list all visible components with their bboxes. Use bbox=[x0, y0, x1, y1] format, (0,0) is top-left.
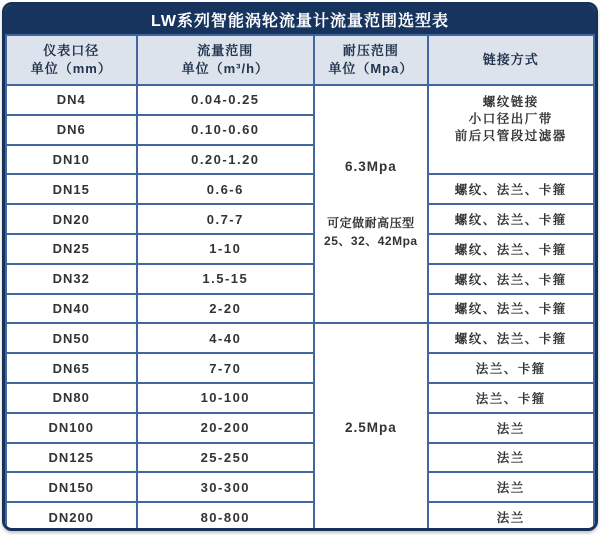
connection-cell: 法兰 bbox=[428, 502, 594, 531]
dn-cell: DN15 bbox=[6, 174, 137, 204]
table-row-dn50 bbox=[6, 323, 594, 353]
table-row-dn150 bbox=[6, 472, 594, 502]
header-line: 链接方式 bbox=[482, 52, 539, 67]
connection-cell: 法兰 bbox=[428, 443, 594, 473]
pressure-note bbox=[315, 214, 426, 250]
table-row-dn4 bbox=[6, 85, 594, 115]
header-row bbox=[6, 35, 594, 85]
flow-cell: 0.04-0.25 bbox=[137, 85, 315, 115]
table-row-dn200 bbox=[6, 502, 594, 531]
connection-cell: 螺纹、法兰、卡箍 bbox=[428, 234, 594, 264]
page-title: LW系列智能涡轮流量计流量范围选型表 bbox=[5, 5, 595, 34]
table-row-dn32 bbox=[6, 264, 594, 294]
pressure-cell-63mpa bbox=[314, 85, 427, 323]
header-line: 流量范围 bbox=[197, 43, 254, 58]
flow-cell: 4-40 bbox=[137, 323, 315, 353]
table-row-dn65 bbox=[6, 353, 594, 383]
dn-cell: DN6 bbox=[6, 115, 137, 145]
flow-cell: 30-300 bbox=[137, 472, 315, 502]
connection-cell: 法兰 bbox=[428, 472, 594, 502]
connection-line: 螺纹链接 bbox=[482, 95, 539, 109]
pressure-value: 2.5Mpa bbox=[344, 420, 397, 436]
table-row-dn15 bbox=[6, 174, 594, 204]
connection-cell: 法兰、卡箍 bbox=[428, 353, 594, 383]
col-header-pressure-range bbox=[314, 35, 427, 85]
header-line: 单位（mm） bbox=[30, 61, 112, 76]
connection-cell: 螺纹、法兰、卡箍 bbox=[428, 323, 594, 353]
connection-cell: 螺纹、法兰、卡箍 bbox=[428, 174, 594, 204]
flow-cell: 0.6-6 bbox=[137, 174, 315, 204]
table-row-dn40 bbox=[6, 294, 594, 324]
dn-cell: DN4 bbox=[6, 85, 137, 115]
connection-cell: 螺纹、法兰、卡箍 bbox=[428, 204, 594, 234]
flow-cell: 80-800 bbox=[137, 502, 315, 531]
dn-cell: DN20 bbox=[6, 204, 137, 234]
dn-cell: DN50 bbox=[6, 323, 137, 353]
header-line: 单位（Mpa） bbox=[328, 61, 414, 76]
flow-cell: 1.5-15 bbox=[137, 264, 315, 294]
col-header-connection bbox=[428, 35, 594, 85]
flow-cell: 7-70 bbox=[137, 353, 315, 383]
connection-cell: 法兰 bbox=[428, 413, 594, 443]
header-line: 单位（m³/h） bbox=[181, 61, 270, 76]
flow-cell: 2-20 bbox=[137, 294, 315, 324]
flow-cell: 0.10-0.60 bbox=[137, 115, 315, 145]
flow-cell: 25-250 bbox=[137, 443, 315, 473]
connection-cell: 螺纹、法兰、卡箍 bbox=[428, 264, 594, 294]
pressure-value: 6.3Mpa bbox=[344, 158, 397, 174]
pressure-note-line: 可定做耐高压型 bbox=[327, 215, 415, 230]
dn-cell: DN10 bbox=[6, 145, 137, 175]
dn-cell: DN65 bbox=[6, 353, 137, 383]
dn-cell: DN25 bbox=[6, 234, 137, 264]
pressure-note-line: 25、32、42Mpa bbox=[324, 233, 418, 248]
col-header-flow-range bbox=[137, 35, 315, 85]
dn-cell: DN32 bbox=[6, 264, 137, 294]
table-row-dn25 bbox=[6, 234, 594, 264]
connection-cell: 螺纹、法兰、卡箍 bbox=[428, 294, 594, 324]
dn-cell: DN100 bbox=[6, 413, 137, 443]
header-line: 仪表口径 bbox=[43, 43, 100, 58]
flow-cell: 20-200 bbox=[137, 413, 315, 443]
table-row-dn100 bbox=[6, 413, 594, 443]
dn-cell: DN80 bbox=[6, 383, 137, 413]
dn-cell: DN150 bbox=[6, 472, 137, 502]
header-line: 耐压范围 bbox=[342, 43, 399, 58]
flow-meter-selection-sheet bbox=[2, 2, 598, 531]
flow-cell: 10-100 bbox=[137, 383, 315, 413]
pressure-cell-25mpa bbox=[314, 323, 427, 531]
connection-line: 前后只管段过滤器 bbox=[454, 129, 567, 143]
connection-line: 小口径出厂带 bbox=[468, 112, 553, 126]
dn-cell: DN200 bbox=[6, 502, 137, 531]
connection-cell-small-bore bbox=[428, 85, 594, 174]
flow-cell: 1-10 bbox=[137, 234, 315, 264]
flow-cell: 0.7-7 bbox=[137, 204, 315, 234]
flow-range-table bbox=[5, 34, 595, 531]
dn-cell: DN125 bbox=[6, 443, 137, 473]
col-header-diameter bbox=[6, 35, 137, 85]
connection-cell: 法兰、卡箍 bbox=[428, 383, 594, 413]
table-row-dn80 bbox=[6, 383, 594, 413]
flow-cell: 0.20-1.20 bbox=[137, 145, 315, 175]
table-row-dn125 bbox=[6, 443, 594, 473]
dn-cell: DN40 bbox=[6, 294, 137, 324]
table-row-dn20 bbox=[6, 204, 594, 234]
